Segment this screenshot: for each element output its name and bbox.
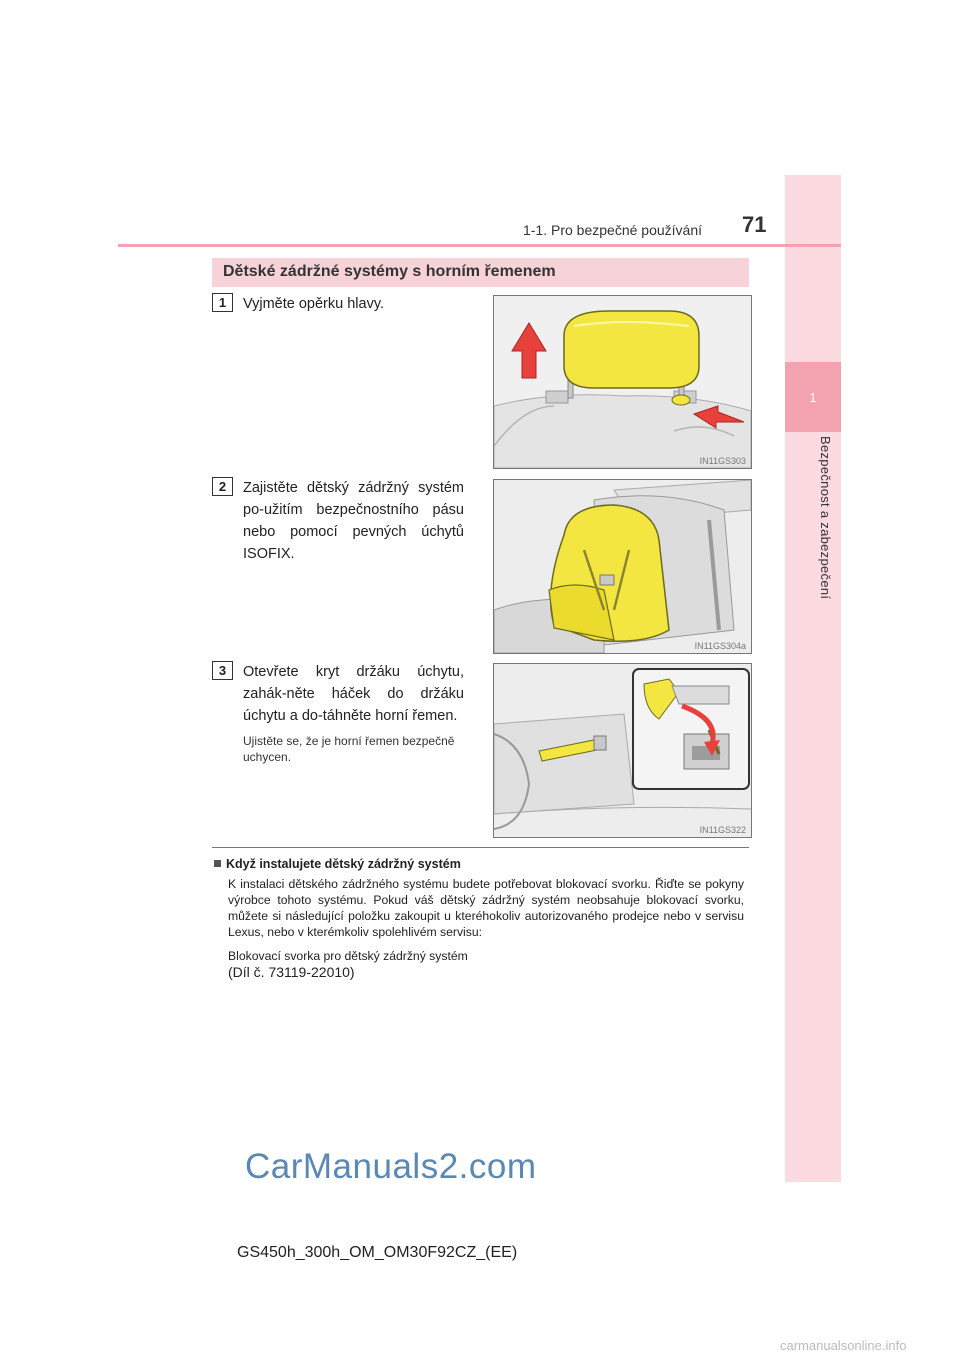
figure-child-seat bbox=[493, 479, 752, 654]
heading-bar bbox=[212, 258, 749, 287]
section-title: 1-1. Pro bezpečné používání bbox=[522, 222, 702, 238]
step-note-3: Ujistěte se, že je horní řemen bezpečně uchycen. bbox=[243, 734, 455, 764]
watermark-center[interactable]: CarManuals2.com bbox=[245, 1147, 537, 1186]
step-text-3: Otevřete kryt držáku úchytu, zahák-něte háček do držáku úchytu a do-táhněte horní řemen. bbox=[243, 664, 464, 724]
note-paragraph: K instalaci dětského zádržného systému budete potřebovat blokovací svorku. Řiďte se pokyny výrobce tohoto systému. Pokud váš dětský zádržný systém neobsahuje blokovací svorku, můžete si následující položku zakoupit u kteréhokoliv autorizovaného prodejce nebo v servisu Lexus, nebo v kterémkoliv spolehlivém servisu: bbox=[228, 877, 744, 939]
figure-top-tether bbox=[493, 663, 752, 838]
note-item-line-2: (Díl č. 73119-22010) bbox=[228, 964, 355, 980]
footer-manual-code: GS450h_300h_OM_OM30F92CZ_(EE) bbox=[237, 1244, 518, 1261]
step-text-1: Vyjměte opěrku hlavy. bbox=[243, 296, 385, 312]
step-number-2: 2 bbox=[212, 477, 233, 496]
figure-code-1: IN11GS303 bbox=[699, 456, 746, 466]
heading-title: Dětské zádržné systémy s horním řemenem bbox=[223, 263, 556, 280]
page-number: 71 bbox=[742, 212, 767, 237]
step-number-1: 1 bbox=[212, 293, 233, 312]
figure-code-3: IN11GS322 bbox=[699, 825, 746, 835]
square-bullet-icon bbox=[214, 860, 221, 867]
step-text-2: Zajistěte dětský zádržný systém po-užitím bezpečnostního pásu nebo pomocí pevných úchytů ISOFIX. bbox=[243, 480, 464, 562]
note-rule bbox=[212, 847, 749, 848]
top-tether-illustration bbox=[494, 664, 751, 837]
headrest-illustration bbox=[494, 296, 751, 468]
note-title bbox=[214, 857, 461, 871]
header-rule bbox=[118, 244, 841, 247]
step-number-3: 3 bbox=[212, 661, 233, 680]
child-seat-illustration bbox=[494, 480, 751, 653]
chapter-sidebar bbox=[785, 175, 841, 1182]
figure-code-2: IN11GS304a bbox=[694, 641, 746, 651]
note-title-text: Když instalujete dětský zádržný systém bbox=[226, 857, 461, 871]
figure-headrest bbox=[493, 295, 752, 469]
chapter-title: Bezpečnost a zabezpečení bbox=[818, 436, 833, 600]
watermark-corner[interactable]: carmanualsonline.info bbox=[780, 1338, 907, 1353]
note-item-line-1: Blokovací svorka pro dětský zádržný systém bbox=[228, 949, 468, 963]
chapter-number: 1 bbox=[809, 390, 817, 405]
